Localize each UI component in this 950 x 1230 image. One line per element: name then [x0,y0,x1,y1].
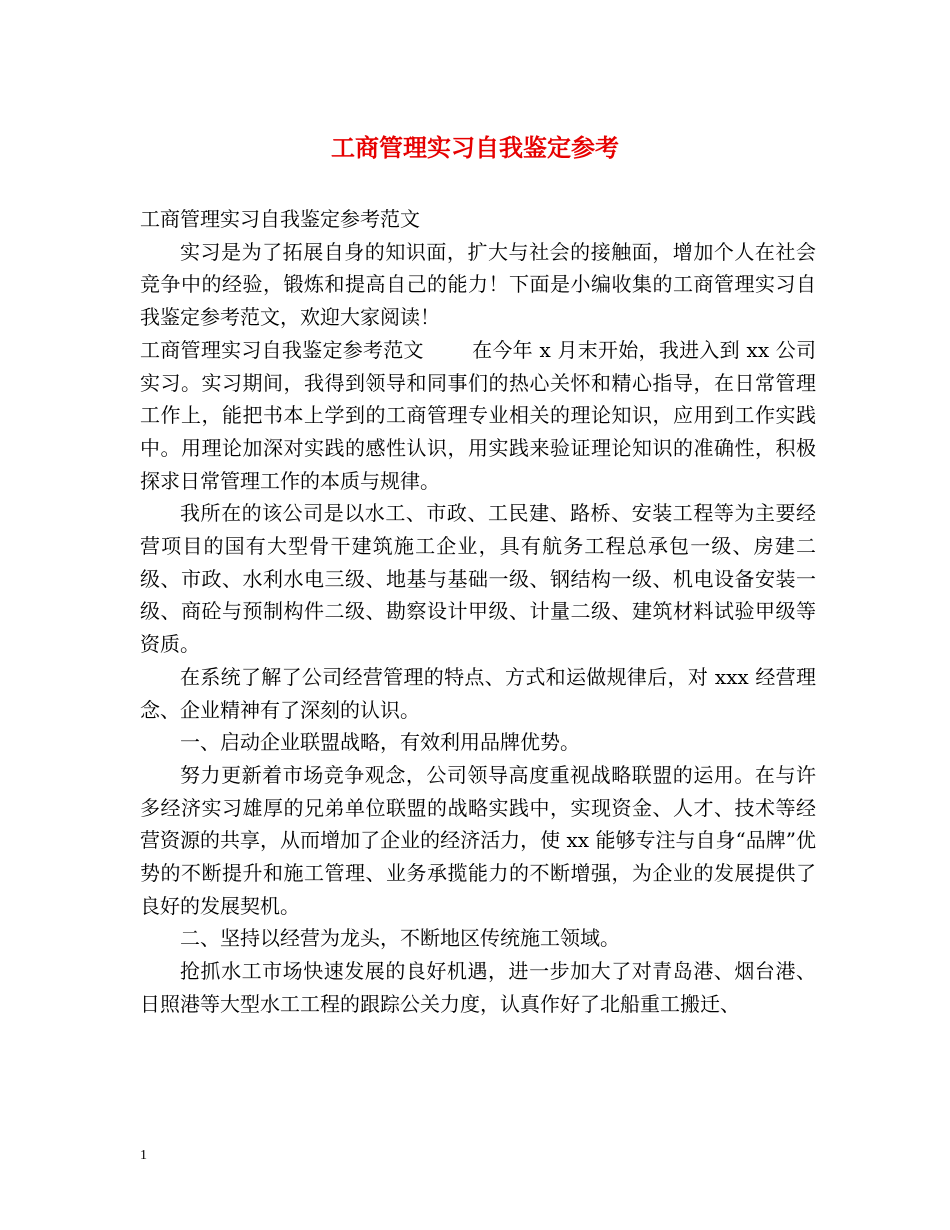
page-number: 1 [140,1148,147,1163]
paragraph-1: 在今年 x 月末开始，我进入到 xx 公司实习。实习期间，我得到领导和同事们的热心关怀和精心指导，在日常管理工作上，能把书本上学到的工商管理专业相关的理论知识，应用到工作实践中。用理论加深对实践的感性认识，用实践来验证理论知识的准确性，积极探求日常管理工作的本质与规律。 [140,337,816,493]
paragraph-3: 在系统了解了公司经营管理的特点、方式和运做规律后，对 xxx 经营理念、企业精神有了深刻的认识。 [140,664,816,722]
paragraph-5: 抢抓水工市场快速发展的良好机遇，进一步加大了对青岛港、烟台港、日照港等大型水工工程的跟踪公关力度，认真作好了北船重工搬迁、 [140,959,816,1016]
intro-paragraph: 实习是为了拓展自身的知识面，扩大与社会的接触面，增加个人在社会竞争中的经验，锻炼和提高自己的能力！下面是小编收集的工商管理实习自我鉴定参考范文，欢迎大家阅读！ [140,239,816,330]
document-body [140,203,816,1021]
document-title: 工商管理实习自我鉴定参考 [331,134,619,162]
section-paragraph [140,334,816,498]
subtitle: 工商管理实习自我鉴定参考范文 [140,207,420,231]
section-heading: 工商管理实习自我鉴定参考范文 [140,337,424,362]
paragraph-2: 我所在的该公司是以水工、市政、工民建、路桥、安装工程等为主要经营项目的国有大型骨干建筑施工企业，具有航务工程总承包一级、房建二级、市政、水利水电三级、地基与基础一级、钢结构一级、机电设备安装一级、商砼与预制构件二级、勘察设计甲级、计量二级、建筑材料试验甲级等资质。 [140,501,816,657]
heading-2: 二、坚持以经营为龙头，不断地区传统施工领域。 [180,926,620,951]
heading-1: 一、启动企业联盟战略，有效利用品牌优势。 [180,730,580,755]
paragraph-4: 努力更新着市场竞争观念，公司领导高度重视战略联盟的运用。在与许多经济实习雄厚的兄弟单位联盟的战略实践中，实现资金、人才、技术等经营资源的共享，从而增加了企业的经济活力，使 xx 能够专注与自身“品牌”优势的不断提升和施工管理、业务承揽能力的不断增强，为企业的发展提供了良好的发展契机。 [140,762,816,918]
